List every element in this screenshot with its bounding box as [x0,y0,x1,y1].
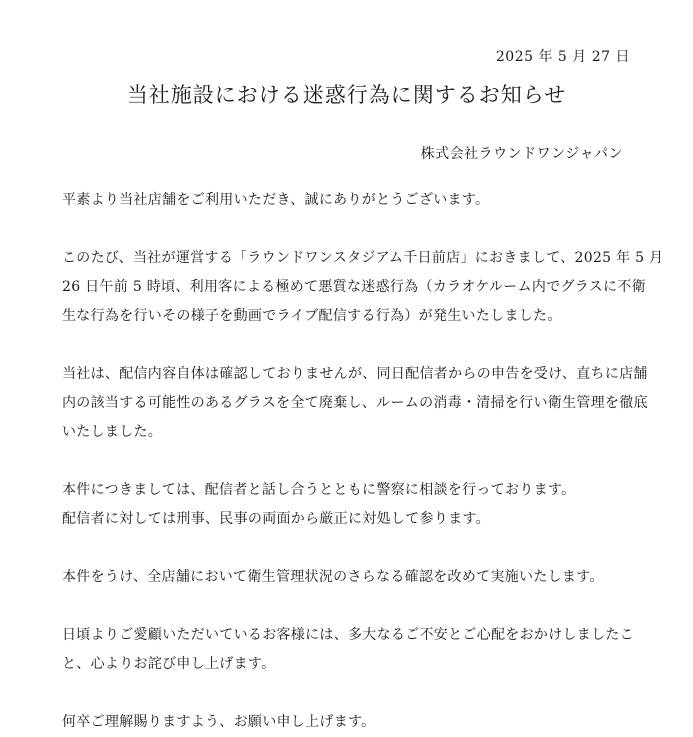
paragraph-line: いたしました。 [62,424,163,440]
paragraph-closing [62,708,638,737]
paragraph-line: 本件につきましては、配信者と話し合うとともに警察に相談を行っております。 [62,482,576,498]
notice-body [62,186,664,737]
paragraph-response [62,360,648,447]
paragraph-greeting [62,186,638,215]
paragraph-line: 当社は、配信内容自体は確認しておりませんが、同日配信者からの申告を受け、直ちに店舗 [62,366,648,382]
company-name: 株式会社ラウンドワンジャパン [420,146,623,162]
paragraph-line: 本件をうけ、全店舗において衛生管理状況のさらなる確認を改めて実施いたします。 [62,569,604,585]
paragraph-line: 生な行為を行いその様子を動画でライブ配信する行為）が発生いたしました。 [62,308,562,324]
paragraph-line: 26 日午前 5 時頃、利用客による極めて悪質な迷惑行為（カラオケルーム内でグラスに不衛 [62,279,646,295]
paragraph-line: 配信者に対しては刑事、民事の両面から厳正に対処して参ります。 [62,511,490,527]
paragraph-line: と、心よりお詫び申し上げます。 [62,656,276,672]
paragraph-legal-action [62,476,638,534]
paragraph-line: 日頃よりご愛顧いただいているお客様には、多大なるご不安とご心配をおかけしましたこ [62,627,634,643]
paragraph-line: 内の該当する可能性のあるグラスを全て廃棄し、ルームの消毒・清掃を行い衛生管理を徹底 [62,395,648,411]
paragraph-line: このたび、当社が運営する「ラウンドワンスタジアム千日前店」におきまして、2025 年 5 月 [62,250,664,266]
paragraph-line: 平素より当社店舗をご利用いただき、誠にありがとうございます。 [62,192,490,208]
notice-date: 2025 年 5 月 27 日 [495,49,630,65]
notice-title: 当社施設における迷惑行為に関するお知らせ [126,83,567,107]
paragraph-incident [62,244,664,331]
paragraph-hygiene-check [62,563,638,592]
paragraph-line: 何卒ご理解賜りますよう、お願い申し上げます。 [62,714,376,730]
paragraph-apology [62,621,638,679]
